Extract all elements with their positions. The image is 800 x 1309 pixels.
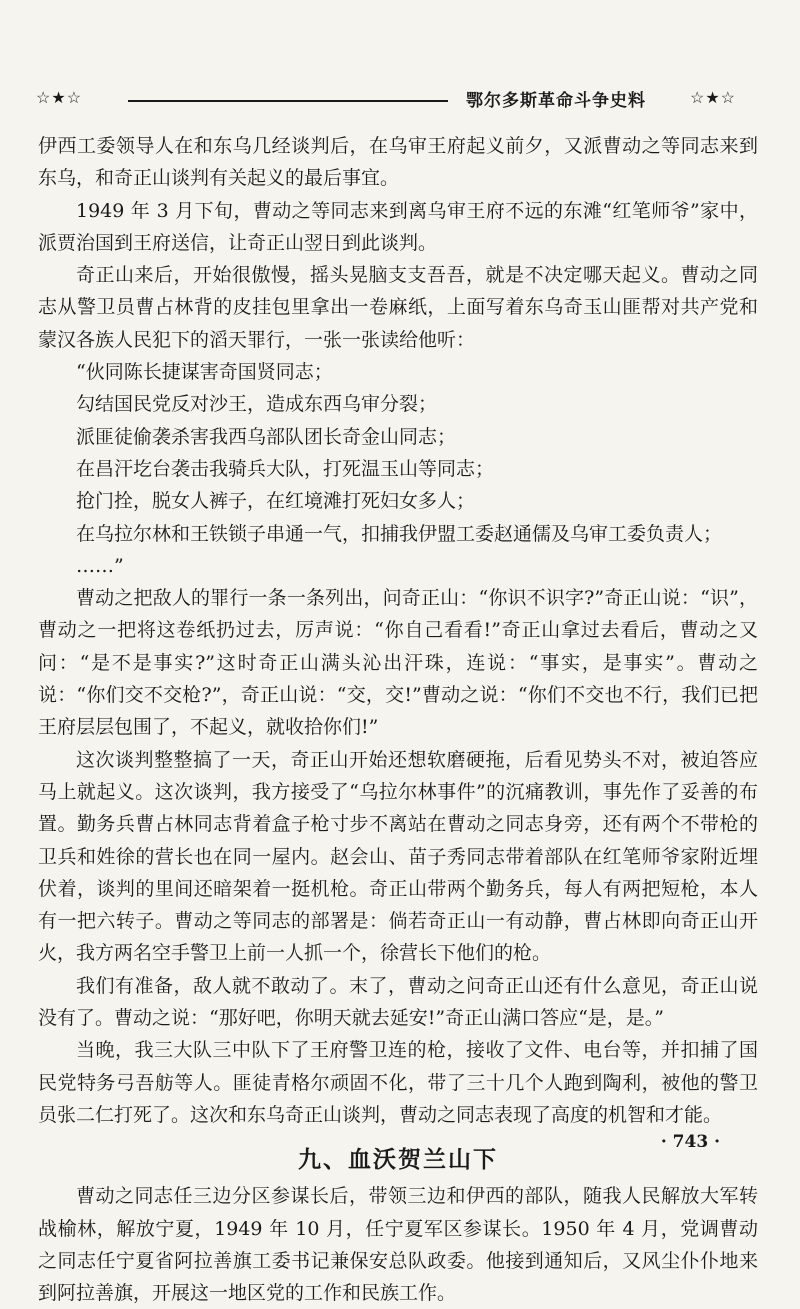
section-heading: 九、血沃贺兰山下 [298,1146,498,1174]
paragraph: 曹动之把敌人的罪行一条一条列出，问奇正山：“你识不识字?”奇正山说：“识”，曹动之一把将这卷纸扔过去，厉声说：“你自己看看!”奇正山拿过去看后，曹动之又问：“是不是事实?”这时奇正山满头沁出汗珠，连说：“事实，是事实”。曹动之说：“你们交不交枪?”，奇正山说：“交，交!”曹动之说：“你们不交也不行，我们已把王府层层包围了，不起义，就收拾你们!” [38,587,758,739]
header-rule [128,100,448,102]
quote-line: ……” [76,554,124,577]
quote-line: 在乌拉尔林和王铁锁子串通一气，扣捕我伊盟工委赵通儒及乌审工委负责人； [76,522,723,545]
paragraph: 奇正山来后，开始很傲慢，摇头晃脑支支吾吾，就是不决定哪天起义。曹动之同志从警卫员曹占林背的皮挂包里拿出一卷麻纸，上面写着东乌奇玉山匪帮对共产党和蒙汉各族人民犯下的滔天罪行，一张一张读给他听： [38,264,758,351]
page-header [36,88,736,116]
quote-line: 勾结国民党反对沙王，造成东西乌审分裂； [76,393,438,416]
quote-line: “伙同陈长捷谋害奇国贤同志； [76,361,333,384]
running-title: 鄂尔多斯革命斗争史料 [466,91,646,111]
quote-line: 派匪徒偷袭杀害我西乌部队团长奇金山同志； [76,425,457,448]
quote-line: 抢门拴，脱女人裤子，在红境滩打死妇女多人； [76,490,476,513]
stars-ornament-left: ☆★☆ [36,88,83,107]
paragraph: 曹动之同志任三边分区参谋长后，带领三边和伊西的部队，随我人民解放大军转战榆林，解放宁夏，1949 年 10 月，任宁夏军区参谋长。1950 年 4 月，党调曹动之同志任宁夏省阿拉善旗工委书记兼保安总队政委。他接到通知后，又风尘仆仆地来到阿拉善旗，开展这一地区党的工作和民族工作。 [38,1185,758,1305]
paragraph: 这次谈判整整搞了一天，奇正山开始还想软磨硬拖，后看见势头不对，被迫答应马上就起义。这次谈判，我方接受了“乌拉尔林事件”的沉痛教训，事先作了妥善的布置。勤务兵曹占林同志背着盒子枪寸步不离站在曹动之同志身旁，还有两个不带枪的卫兵和姓徐的营长也在同一屋内。赵会山、苗子秀同志带着部队在红笔师爷家附近埋伏着，谈判的里间还暗架着一挺机枪。奇正山带两个勤务兵，每人有两把短枪，本人有一把六转子。曹动之等同志的部署是：倘若奇正山一有动静，曹占林即向奇正山开火，我方两名空手警卫上前一人抓一个，徐营长下他们的枪。 [38,748,758,965]
paragraph: 伊西工委领导人在和东乌几经谈判后，在乌审王府起义前夕，又派曹动之等同志来到东乌，和奇正山谈判有关起义的最后事宜。 [38,135,758,190]
paragraph: 1949 年 3 月下旬，曹动之等同志来到离乌审王府不远的东滩“红笔师爷”家中，派贾治国到王府送信，让奇正山翌日到此谈判。 [38,199,758,254]
paragraph: 我们有准备，敌人就不敢动了。末了，曹动之问奇正山还有什么意见，奇正山说没有了。曹动之说：“那好吧，你明天就去延安!”奇正山满口答应“是，是。” [38,974,758,1030]
page-number: · 743 · [660,1132,720,1152]
body-text [38,130,758,1309]
quote-line: 在昌汗圪台袭击我骑兵大队，打死温玉山等同志； [76,457,495,480]
stars-ornament-right: ☆★☆ [689,88,736,107]
paragraph: 当晚，我三大队三中队下了王府警卫连的枪，接收了文件、电台等，并扣捕了国民党特务弓吾舫等人。匪徒青格尔顽固不化，带了三十几个人跑到陶利，被他的警卫员张二仁打死了。这次和东乌奇正山谈判，曹动之同志表现了高度的机智和才能。 [38,1039,758,1126]
